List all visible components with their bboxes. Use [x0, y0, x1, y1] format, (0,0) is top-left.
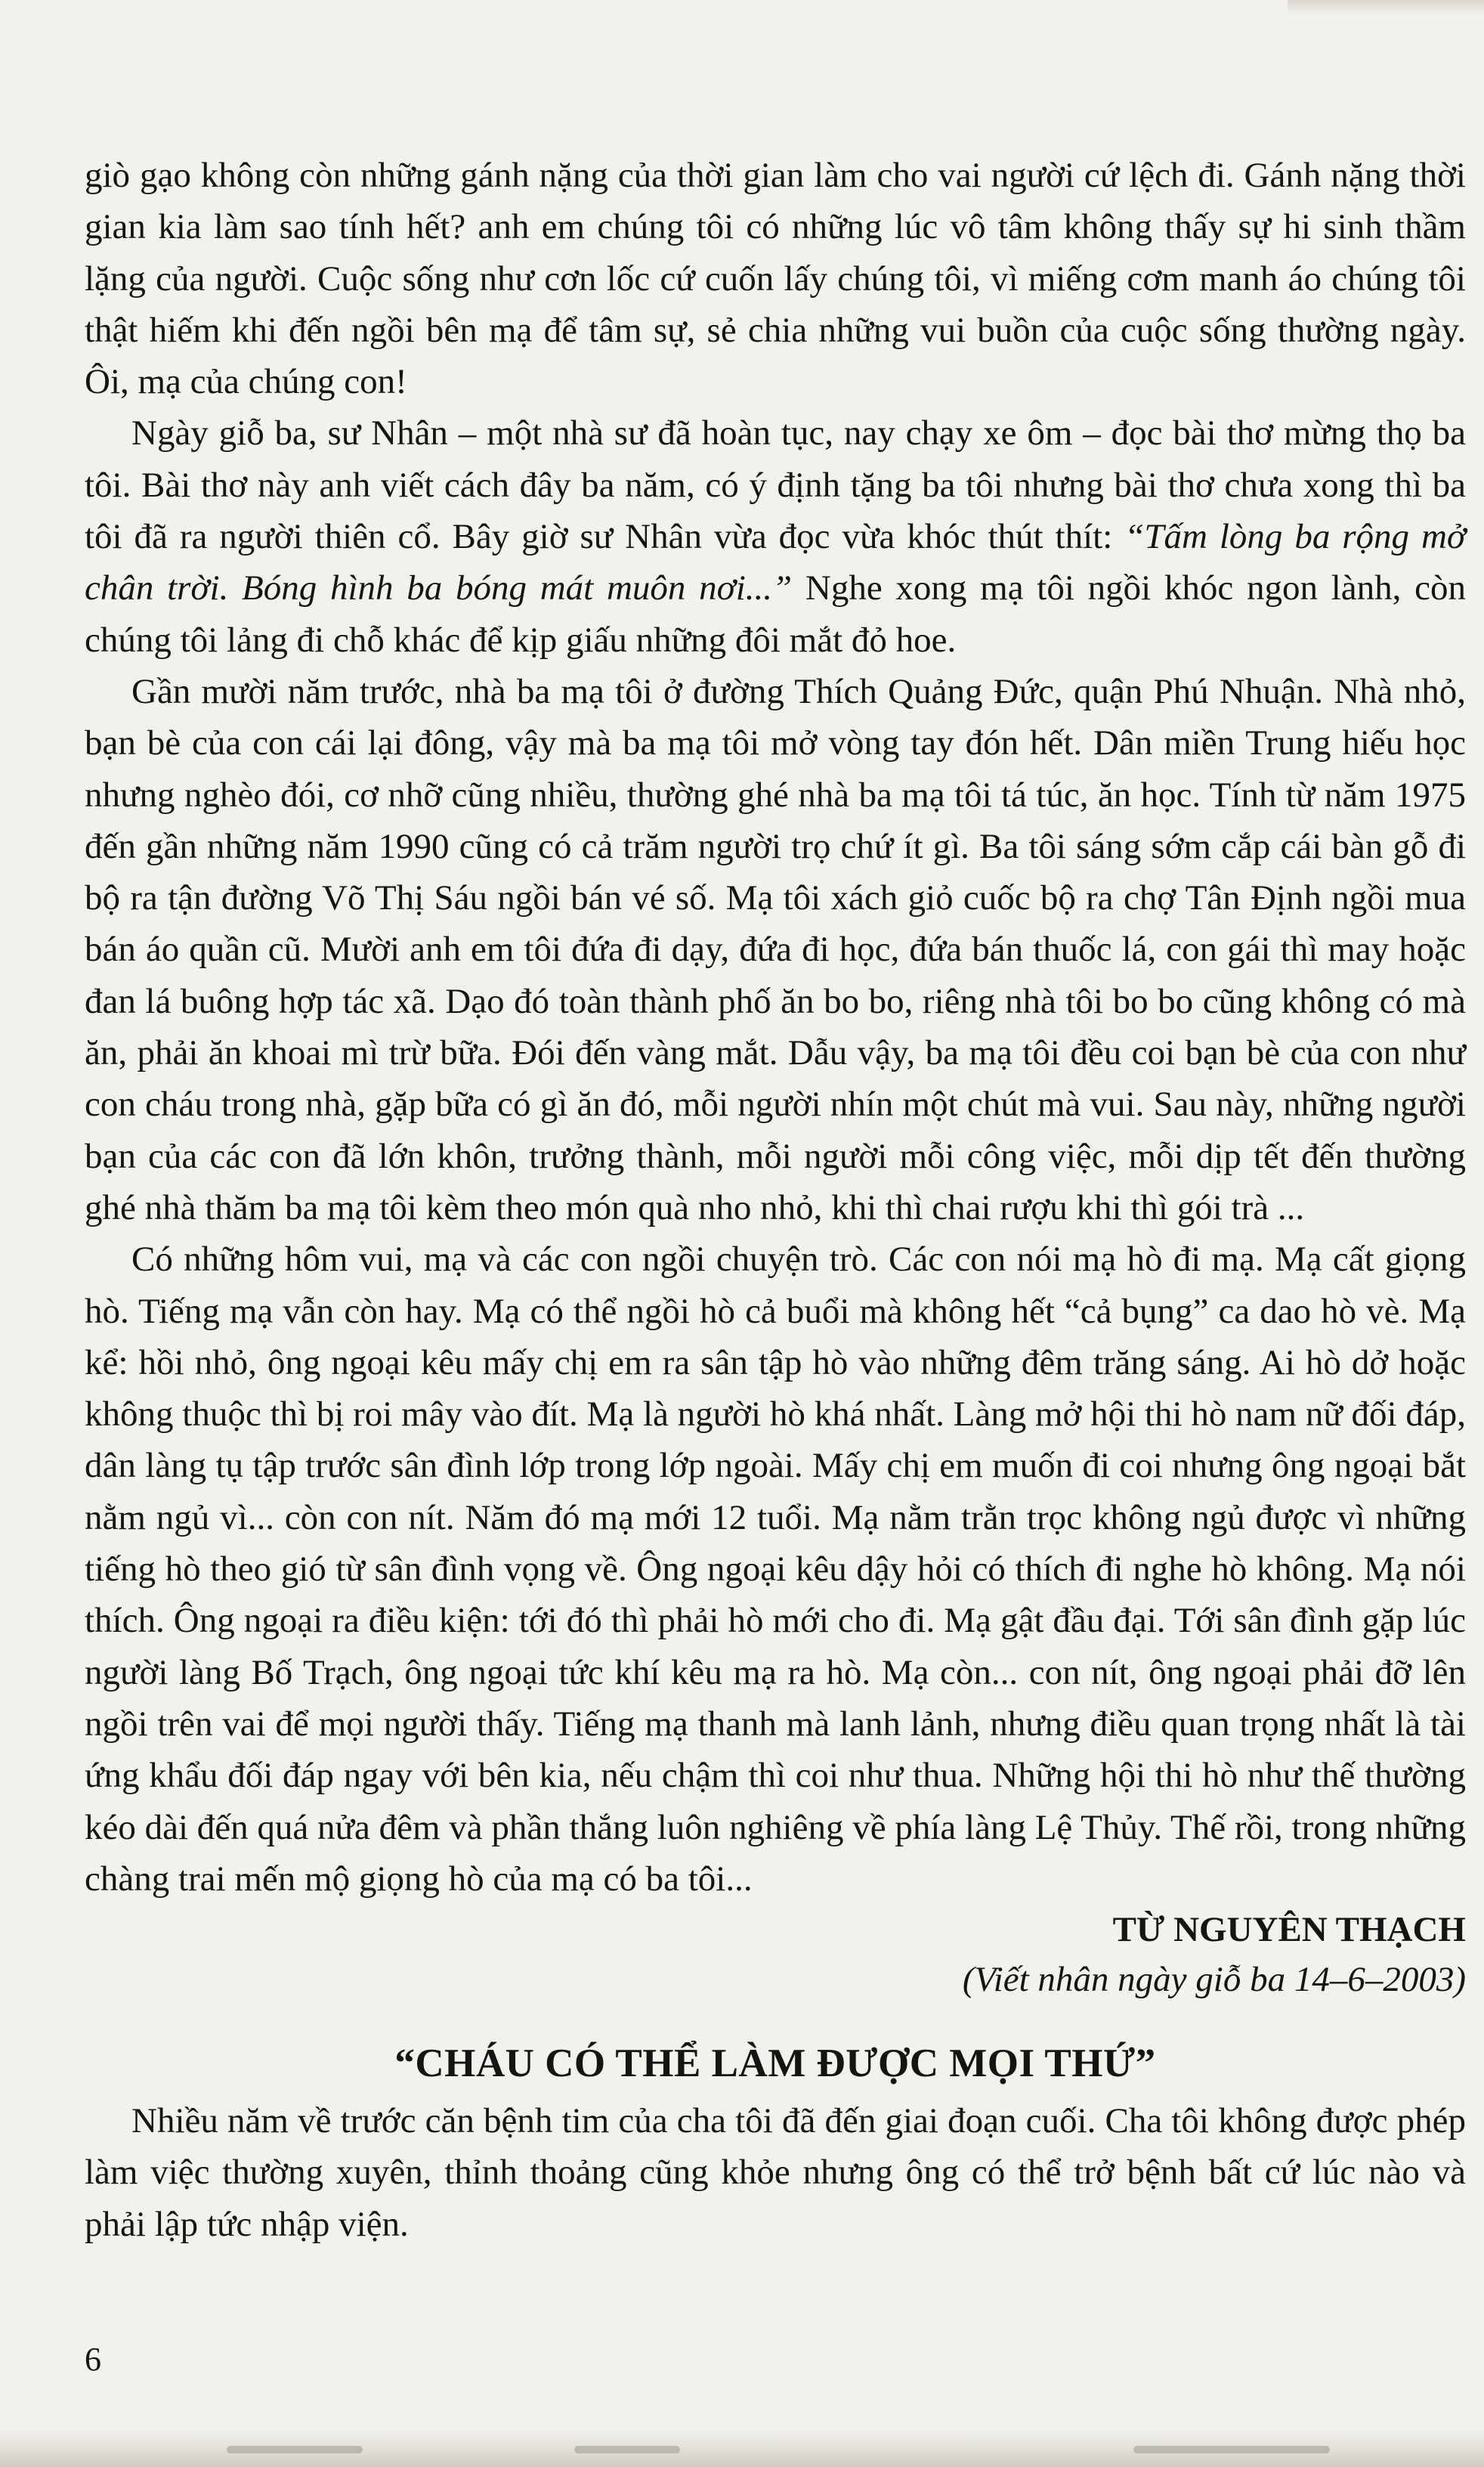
- book-page-text: [85, 150, 1466, 2250]
- author-name: TỪ NGUYÊN THẠCH: [1112, 1910, 1466, 1950]
- story-title: “CHÁU CÓ THỂ LÀM ĐƯỢC MỌI THỨ”: [394, 2041, 1156, 2086]
- paragraph-1: giò gạo không còn những gánh nặng của thời gian làm cho vai người cứ lệch đi. Gánh nặng thời gian kia làm sao tính hết? anh em chúng tôi có những lúc vô tâm không thấy sự hi sinh thầm lặng của người. Cuộc sống như cơn lốc cứ cuốn lấy chúng tôi, vì miếng cơm manh áo chúng tôi thật hiếm khi đến ngồi bên mạ để tâm sự, sẻ chia những vui buồn của cuộc sống thường ngày. Ôi, mạ của chúng con!: [85, 156, 1466, 402]
- paragraph-2-text: Ngày giỗ ba, sư Nhân – một nhà sư đã hoàn tục, nay chạy xe ôm – đọc bài thơ mừng thọ ba tôi. Bài thơ này anh viết cách đây ba năm, có ý định tặng ba tôi nhưng bài thơ chưa xong thì ba tôi đã ra người thiên cổ. Bây giờ sư Nhân vừa đọc vừa khóc thút thít:: [85, 413, 1466, 557]
- page-fold-left: [227, 2446, 363, 2453]
- page-fold-middle: [574, 2446, 680, 2453]
- poem-quote: “Tấm lòng ba rộng mở chân trời. Bóng hình ba bóng mát muôn nơi...”: [85, 517, 1466, 608]
- paragraph-3: Gần mười năm trước, nhà ba mạ tôi ở đường Thích Quảng Đức, quận Phú Nhuận. Nhà nhỏ, bạn bè của con cái lại đông, vậy mà ba mạ tôi mở vòng tay đón hết. Dân miền Trung hiếu học nhưng nghèo đói, cơ nhỡ cũng nhiều, thường ghé nhà ba mạ tôi tá túc, ăn học. Tính từ năm 1975 đến gần những năm 1990 cũng có cả trăm người trọ chứ ít gì. Ba tôi sáng sớm cắp cái bàn gỗ đi bộ ra tận đường Võ Thị Sáu ngồi bán vé số. Mạ tôi xách giỏ cuốc bộ ra chợ Tân Định ngồi mua bán áo quần cũ. Mười anh em tôi đứa đi dạy, đứa đi học, đứa bán thuốc lá, con gái thì may hoặc đan lá buông hợp tác xã. Dạo đó toàn thành phố ăn bo bo, riêng nhà tôi bo bo cũng không có mà ăn, phải ăn khoai mì trừ bữa. Đói đến vàng mắt. Dẫu vậy, ba mạ tôi đều coi bạn bè của con như con cháu trong nhà, gặp bữa có gì ăn đó, mỗi người nhín một chút mà vui. Sau này, những người bạn của các con đã lớn khôn, trưởng thành, mỗi người mỗi công việc, mỗi dịp tết đến thường ghé nhà thăm ba mạ tôi kèm theo món quà nho nhỏ, khi thì chai rượu khi thì gói trà ...: [85, 671, 1466, 1227]
- paragraph-2-continuation: Nghe xong mạ tôi ngồi khóc ngon lành, còn chúng tôi lảng đi chỗ khác để kịp giấu những đôi mắt đỏ hoe.: [85, 568, 1467, 660]
- story-paragraph: Nhiều năm về trước căn bệnh tim của cha tôi đã đến giai đoạn cuối. Cha tôi không được phép làm việc thường xuyên, thỉnh thoảng cũng khỏe nhưng ông có thể trở bệnh bất cứ lúc nào và phải lập tức nhập viện.: [85, 2101, 1466, 2244]
- paragraph-2: [85, 407, 1466, 665]
- page-edge-top: [1288, 0, 1484, 15]
- page-number: 6: [85, 2341, 101, 2378]
- author-note: (Viết nhân ngày giỗ ba 14–6–2003): [962, 1960, 1466, 2000]
- page-edge-bottom: [0, 2429, 1484, 2467]
- paragraph-4: Có những hôm vui, mạ và các con ngồi chuyện trò. Các con nói mạ hò đi mạ. Mạ cất giọng hò. Tiếng mạ vẫn còn hay. Mạ có thể ngồi hò cả buổi mà không hết “cả bụng” ca dao hò vè. Mạ kể: hồi nhỏ, ông ngoại kêu mấy chị em ra sân tập hò vào những đêm trăng sáng. Ai hò dở hoặc không thuộc thì bị roi mây vào đít. Mạ là người hò khá nhất. Làng mở hội thi hò nam nữ đối đáp, dân làng tụ tập trước sân đình lớp trong lớp ngoài. Mấy chị em muốn đi coi nhưng ông ngoại bắt nằm ngủ vì... còn con nít. Năm đó mạ mới 12 tuổi. Mạ nằm trằn trọc không ngủ được vì những tiếng hò theo gió từ sân đình vọng về. Ông ngoại kêu dậy hỏi có thích đi nghe hò không. Mạ nói thích. Ông ngoại ra điều kiện: tới đó thì phải hò mới cho đi. Mạ gật đầu đại. Tới sân đình gặp lúc người làng Bố Trạch, ông ngoại tức khí kêu mạ ra hò. Mạ còn... con nít, ông ngoại phải đỡ lên ngồi trên vai để mọi người thấy. Tiếng mạ thanh mà lanh lảnh, nhưng điều quan trọng nhất là tài ứng khẩu đối đáp ngay với bên kia, nếu chậm thì coi như thua. Những hội thi hò như thế thường kéo dài đến quá nửa đêm và phần thắng luôn nghiêng về phía làng Lệ Thủy. Thế rồi, trong những chàng trai mến mộ giọng hò của mạ có ba tôi...: [85, 1240, 1466, 1899]
- attribution: [85, 1905, 1466, 2004]
- page-fold-right: [1133, 2446, 1330, 2453]
